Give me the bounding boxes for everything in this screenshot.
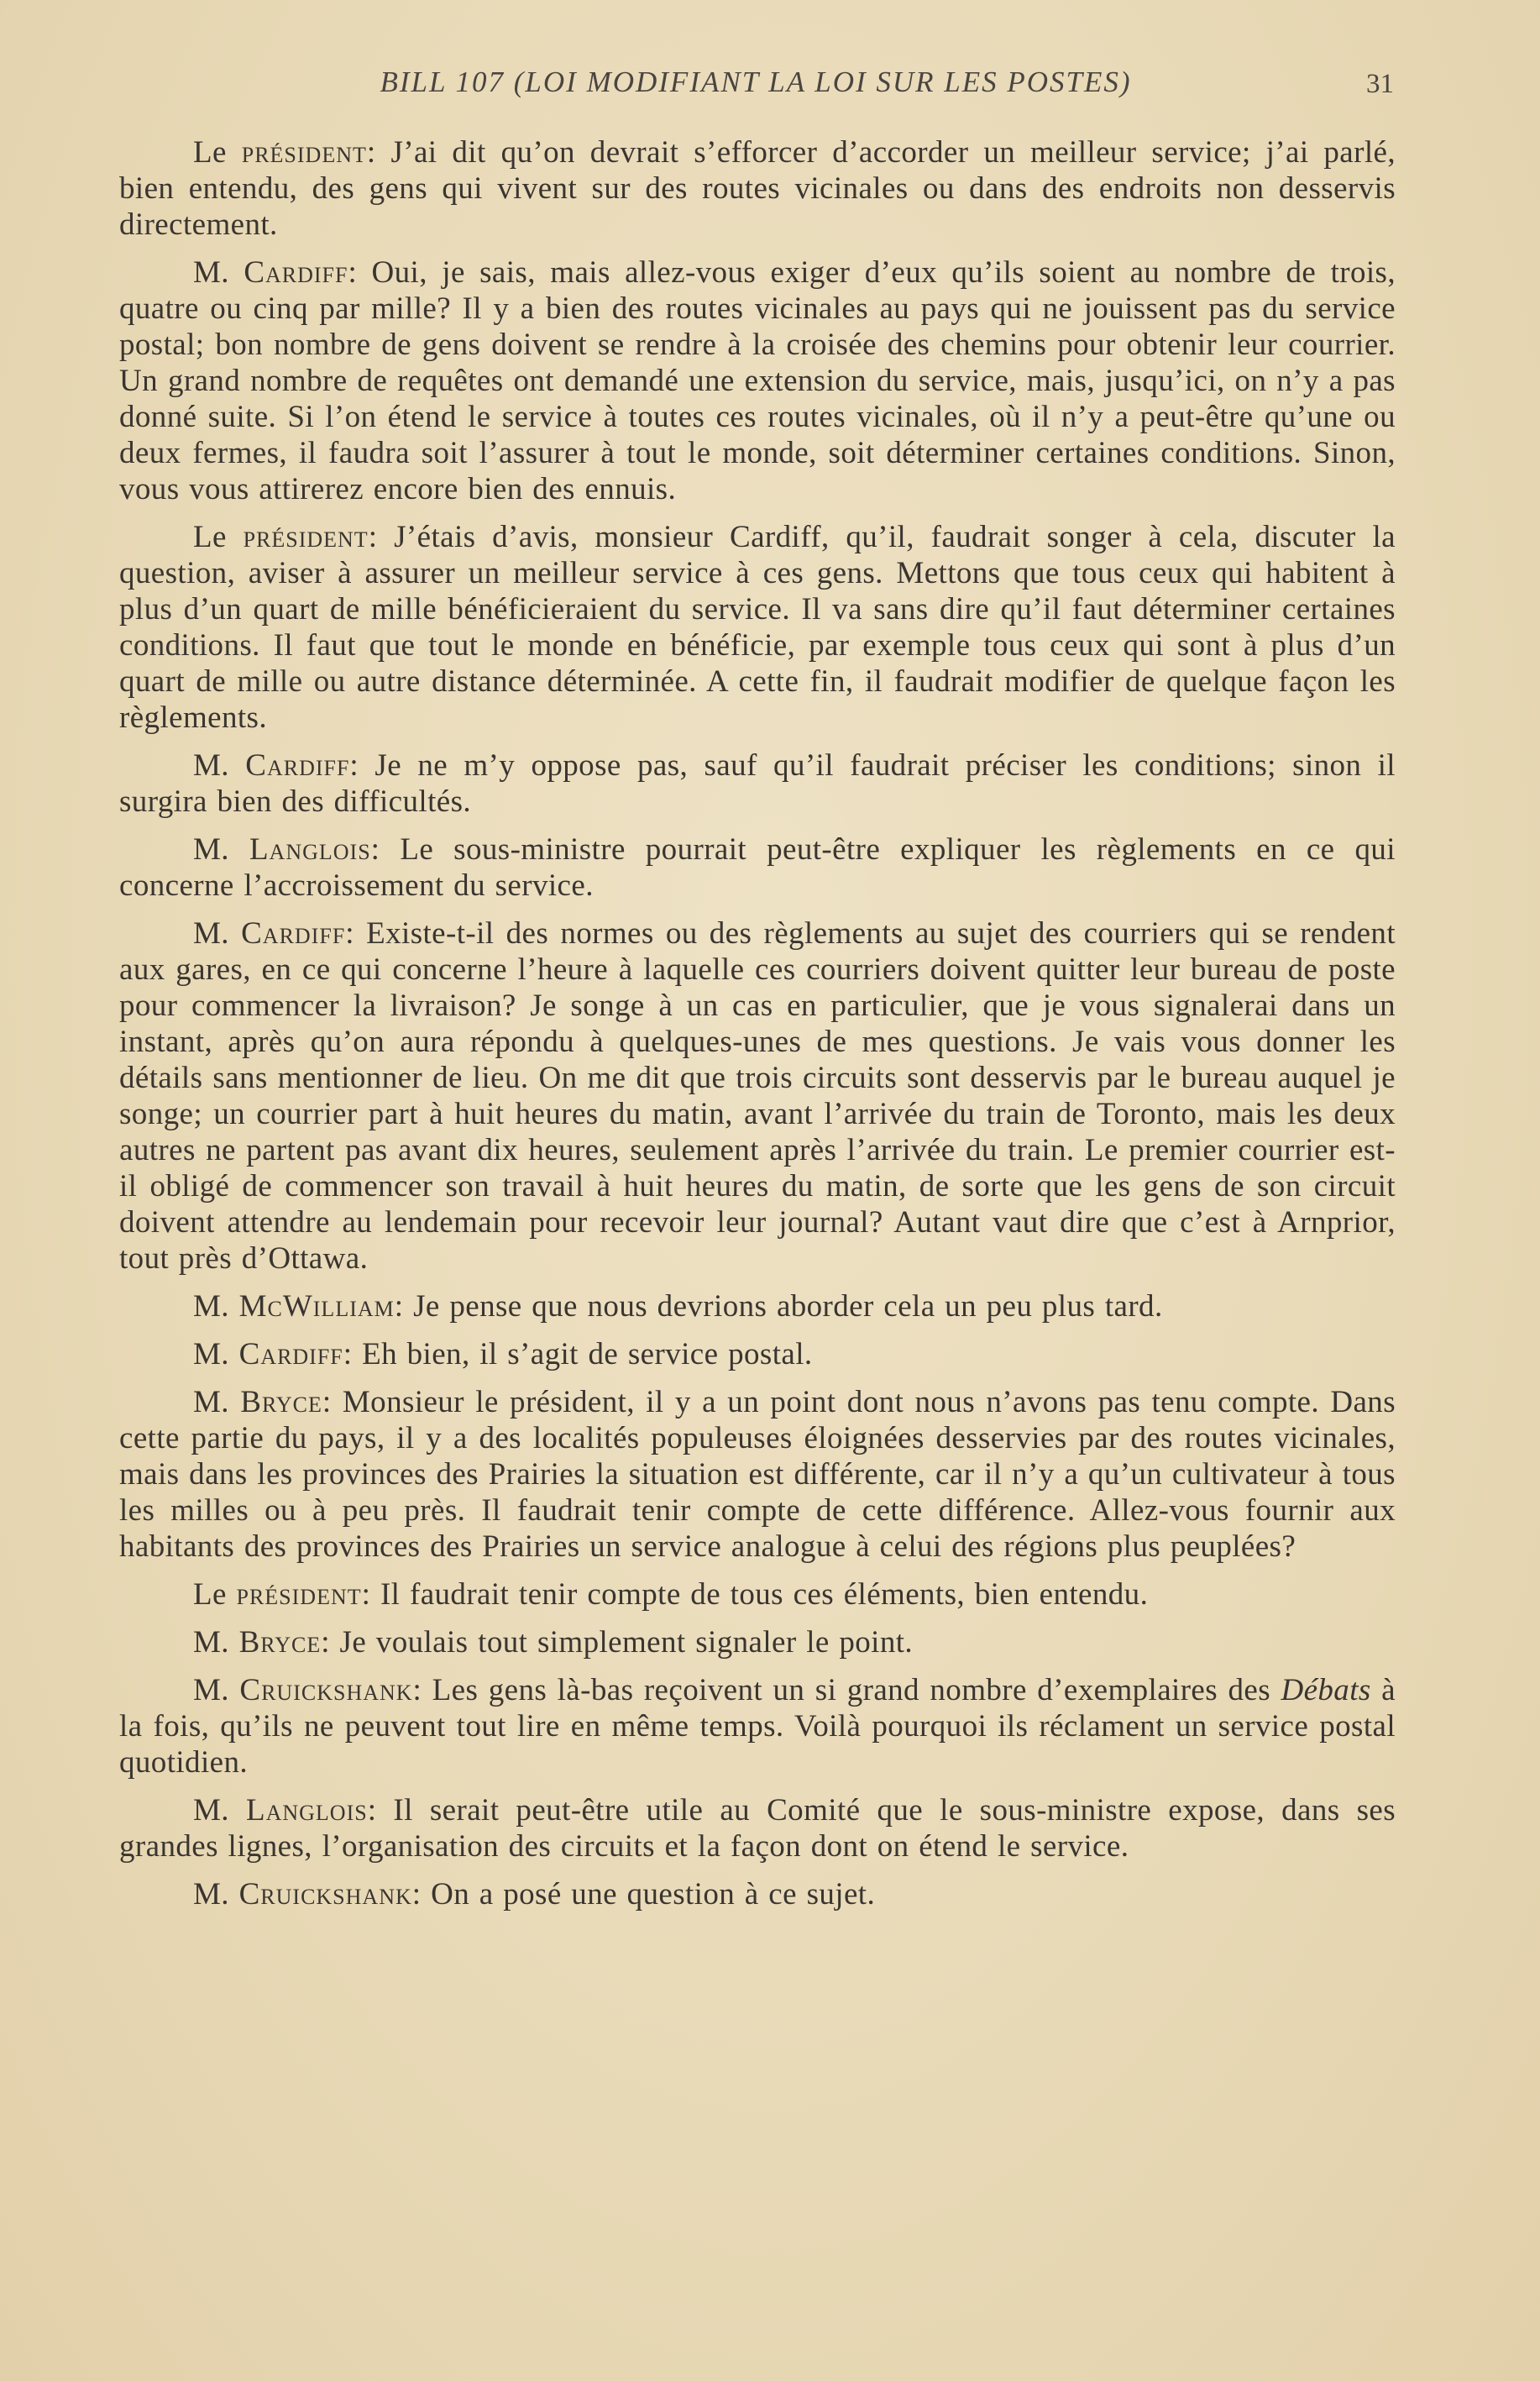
body-text [119, 134, 1396, 1924]
paragraph-11 [119, 1624, 1396, 1660]
speaker-name: Cardiff [241, 916, 346, 951]
speaker-prefix: M. [193, 255, 244, 290]
publication-title: Débats [1281, 1673, 1371, 1707]
speaker-prefix: M. [193, 916, 242, 951]
paragraph-text-after: à la fois, qu’ils ne peuvent tout lire en même temps. Voilà pourquoi ils réclament un service postal quotidien. [119, 1673, 1396, 1780]
paragraph-text: : Je voulais tout simplement signaler le point. [321, 1625, 914, 1660]
paragraph-7 [119, 1288, 1396, 1324]
speaker-prefix: M. [193, 1625, 239, 1660]
speaker-prefix: M. [193, 1289, 239, 1324]
speaker-name: McWilliam [238, 1289, 395, 1324]
speaker-name: Langlois [246, 1793, 368, 1828]
speaker-prefix: M. [193, 832, 249, 867]
speaker-prefix: M. [193, 1385, 241, 1419]
speaker-name: président [236, 1577, 362, 1612]
speaker-name: Cardiff [238, 1337, 343, 1371]
paragraph-text: : Il faudrait tenir compte de tous ces éléments, bien entendu. [361, 1577, 1149, 1612]
speaker-prefix: M. [193, 748, 246, 783]
speaker-prefix: M. [193, 1793, 246, 1828]
paragraph-14 [119, 1876, 1396, 1912]
paragraph-6 [119, 915, 1396, 1277]
paragraph-text: : J’ai dit qu’on devrait s’efforcer d’accorder un meilleur service; j’ai parlé, bien entendu, des gens qui vivent sur des routes vicinales ou dans des endroits non desservis directement. [119, 135, 1396, 242]
speaker-name: président [243, 520, 369, 554]
speaker-name: Langlois [249, 832, 371, 867]
speaker-prefix: Le [193, 1577, 237, 1612]
paragraph-10 [119, 1576, 1396, 1613]
paragraph-4 [119, 747, 1396, 820]
speaker-prefix: M. [193, 1337, 239, 1371]
paragraph-text: : Je pense que nous devrions aborder cela un peu plus tard. [394, 1289, 1163, 1324]
speaker-name: Cardiff [245, 748, 350, 783]
paragraph-1 [119, 134, 1396, 243]
speaker-name: Bryce [238, 1625, 322, 1660]
paragraph-8 [119, 1336, 1396, 1372]
paragraph-3 [119, 519, 1396, 736]
running-head [118, 66, 1394, 108]
paragraph-text: : J’étais d’avis, monsieur Cardiff, qu’il, faudrait songer à cela, discuter la question, aviser à assurer un meilleur service à ces gens. Mettons que tous ceux qui habitent à plus d’un quart de mille bénéficieraient du service. Il va sans dire qu’il faut déterminer certaines conditions. Il faut que tout le monde en bénéficie, par exemple tous ceux qui sont à plus d’un quart de mille ou autre distance déterminée. A cette fin, il faudrait modifier de quelque façon les règlements. [119, 520, 1396, 735]
paragraph-5 [119, 831, 1396, 904]
paragraph-text: : On a posé une question à ce sujet. [411, 1877, 876, 1912]
speaker-prefix: M. [193, 1877, 239, 1912]
paragraph-12 [119, 1672, 1396, 1781]
speaker-name: Cruickshank [238, 1877, 412, 1912]
speaker-name: président [241, 135, 367, 170]
paragraph-text: : Il serait peut-être utile au Comité que le sous-ministre expose, dans ses grandes lignes, l’organisation des circuits et la façon dont on étend le service. [119, 1793, 1396, 1864]
speaker-prefix: Le [193, 520, 244, 554]
speaker-prefix: M. [193, 1673, 240, 1707]
speaker-prefix: Le [193, 135, 242, 170]
paragraph-13 [119, 1792, 1396, 1864]
paragraph-text: : Le sous-ministre pourrait peut-être expliquer les règlements en ce qui concerne l’accroissement du service. [119, 832, 1396, 903]
speaker-name: Cardiff [244, 255, 348, 290]
paragraph-2 [119, 254, 1396, 507]
page-number: 31 [1366, 69, 1394, 99]
paragraph-text: : Les gens là-bas reçoivent un si grand nombre d’exemplaires des [412, 1673, 1281, 1707]
paragraph-9 [119, 1384, 1396, 1565]
paragraph-text: : Je ne m’y oppose pas, sauf qu’il faudrait préciser les conditions; sinon il surgira bien des difficultés. [119, 748, 1396, 819]
paragraph-text: : Eh bien, il s’agit de service postal. [343, 1337, 813, 1371]
running-title: BILL 107 (LOI MODIFIANT LA LOI SUR LES POSTES) [380, 66, 1132, 98]
paragraph-text: : Oui, je sais, mais allez-vous exiger d’eux qu’ils soient au nombre de trois, quatre ou cinq par mille? Il y a bien des routes vicinales au pays qui ne jouissent pas du service postal; bon nombre de gens doivent se rendre à la croisée des chemins pour obtenir leur courrier. Un grand nombre de requêtes ont demandé une extension du service, mais, jusqu’ici, on n’y a pas donné suite. Si l’on étend le service à toutes ces routes vicinales, où il n’y a peut-être qu’une ou deux fermes, il faudra soit l’assurer à tout le monde, soit déterminer certaines conditions. Sinon, vous vous attirerez encore bien des ennuis. [119, 255, 1396, 506]
paragraph-text: : Existe-t-il des normes ou des règlements au sujet des courriers qui se rendent aux gares, en ce qui concerne l’heure à laquelle ces courriers doivent quitter leur bureau de poste pour commencer la livraison? Je songe à un cas en particulier, que je vous signalerai dans un instant, après qu’on aura répondu à quelques-unes de mes questions. Je vais vous donner les détails sans mentionner de lieu. On me dit que trois circuits sont desservis par le bureau auquel je songe; un courrier part à huit heures du matin, avant l’arrivée du train de Toronto, mais les deux autres ne partent pas avant dix heures, seulement après l’arrivée du train. Le premier courrier est-il obligé de commencer son travail à huit heures du matin, de sorte que les gens de son circuit doivent attendre au lendemain pour recevoir leur journal? Autant vaut dire que c’est à Arnprior, tout près d’Ottawa. [119, 916, 1396, 1276]
paragraph-text: : Monsieur le président, il y a un point dont nous n’avons pas tenu compte. Dans cette partie du pays, il y a des localités populeuses éloignées desservies par des routes vicinales, mais dans les provinces des Prairies la situation est différente, car il n’y a qu’un cultivateur à tous les milles ou à peu près. Il faudrait tenir compte de cette différence. Allez-vous fournir aux habitants des provinces des Prairies un service analogue à celui des régions plus peuplées? [119, 1385, 1396, 1564]
speaker-name: Cruickshank [239, 1673, 413, 1707]
speaker-name: Bryce [240, 1385, 322, 1419]
